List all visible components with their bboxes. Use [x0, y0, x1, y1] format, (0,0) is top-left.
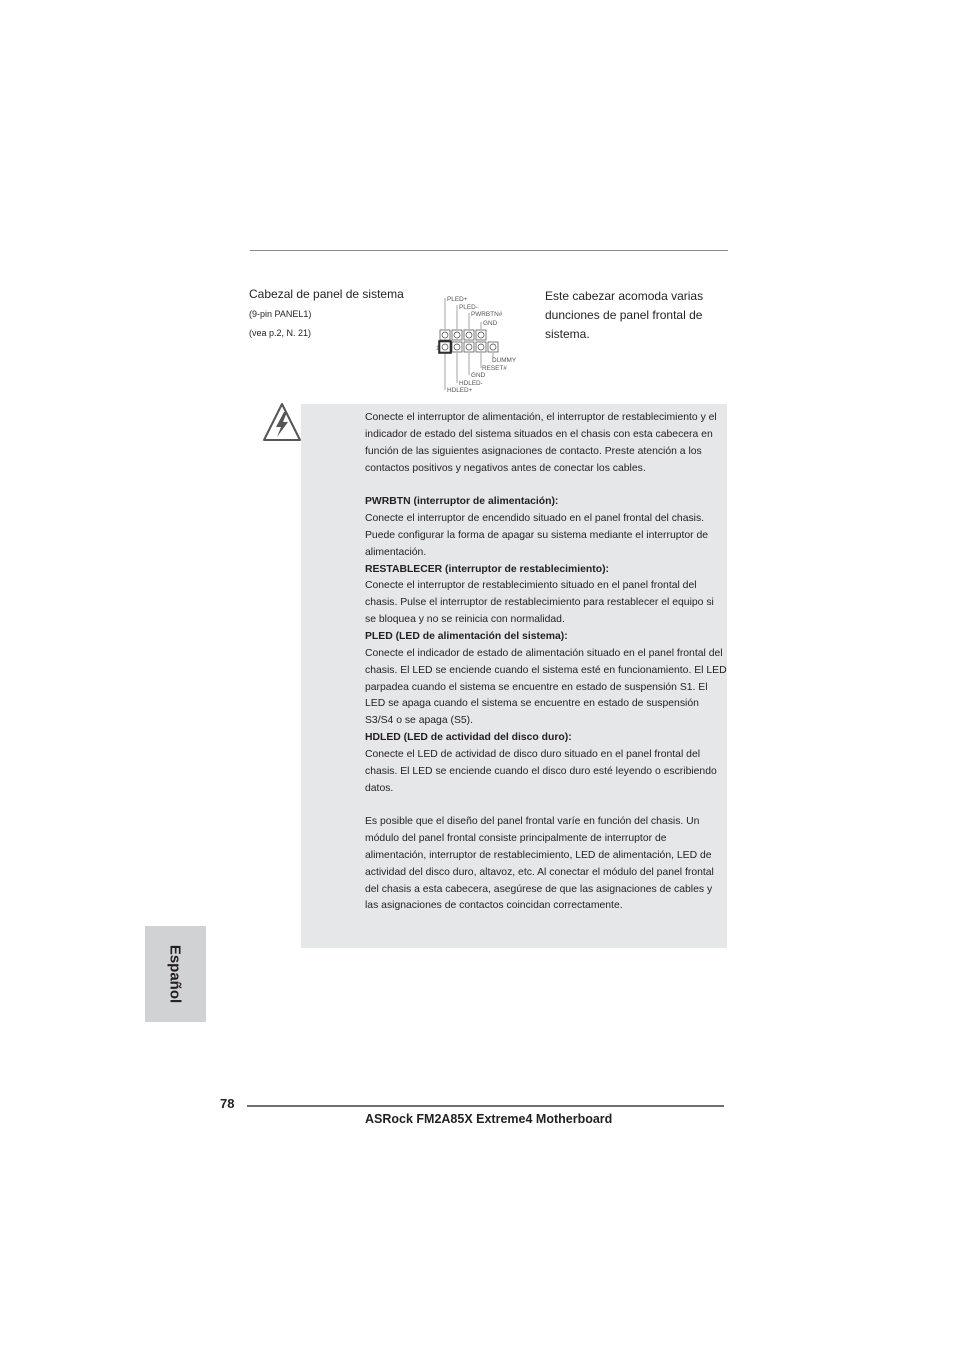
pled-body: Conecte el indicador de estado de alimentación situado en el panel frontal del chasis. El LED se enciende cuando el sistema esté en funcionamiento. El LED parpadea cuando el sistema se encuentre en estado de suspensión S1. El LED se apaga cuando el sistema se encuentre en estado de suspensión S3/S4 o se apaga (S5). — [365, 647, 727, 727]
label-dummy: DUMMY — [492, 357, 517, 364]
section-title: Cabezal de panel de sistema — [249, 287, 404, 301]
page-number: 78 — [220, 1096, 235, 1111]
note-text — [365, 410, 727, 915]
note-intro: Conecte el interruptor de alimentación, el interruptor de restablecimiento y el indicador de estado del sistema situados en el chasis con esta cabecera en función de las siguientes asignaciones de contacto. Preste atención a los contactos positivos y negativos antes de conectar los cables. — [365, 412, 717, 474]
footer-product-name: ASRock FM2A85X Extreme4 Motherboard — [365, 1112, 613, 1126]
label-gnd-top: GND — [483, 320, 498, 327]
panel-pin-diagram — [436, 292, 526, 396]
language-tab-label: Español — [166, 944, 184, 1004]
pin-one-label: 1 — [436, 345, 440, 352]
label-gnd-bottom: GND — [471, 372, 486, 379]
pwrbtn-body: Conecte el interruptor de encendido situado en el panel frontal del chasis. Puede configurar la forma de apagar su sistema mediante el interruptor de alimentación. — [365, 513, 709, 558]
note-closing: Es posible que el diseño del panel frontal varíe en función del chasis. Un módulo del panel frontal consiste principalmente de interruptor de alimentación, interruptor de restablecimiento, LED de alimentación, LED de actividad del disco duro, altavoz, etc. Al conectar el módulo del panel frontal del chasis a esta cabecera, asegúrese de que las asignaciones de cables y las asignaciones de contactos coincidan correctamente. — [365, 816, 714, 912]
hdled-heading: HDLED (LED de actividad del disco duro): — [365, 732, 572, 744]
reset-heading: RESTABLECER (interruptor de restablecimiento): — [365, 563, 610, 575]
label-hdled-neg: HDLED- — [459, 380, 483, 387]
section-description: Este cabezar acomoda varias dunciones de panel frontal de sistema. — [545, 289, 704, 341]
reset-body: Conecte el interruptor de restablecimiento situado en el panel frontal del chasis. Pulse el interruptor de restablecimiento para restablecer el equipo si se bloquea y no se reinicia con normalidad. — [365, 580, 714, 626]
label-pwrbtn: PWRBTN# — [471, 311, 503, 318]
label-pled-neg: PLED- — [459, 304, 478, 311]
hdled-body: Conecte el LED de actividad de disco duro situado en el panel frontal del chasis. El LED se enciende cuando el disco duro esté leyendo o escribiendo datos. — [365, 748, 717, 794]
label-hdled-pos: HDLED+ — [447, 387, 473, 394]
pwrbtn-heading: PWRBTN (interruptor de alimentación): — [365, 496, 559, 508]
pled-heading: PLED (LED de alimentación del sistema): — [365, 630, 568, 642]
top-divider — [250, 250, 728, 251]
pin-row-bottom — [440, 342, 498, 352]
pin-row-top — [440, 330, 486, 340]
footer-divider — [247, 1105, 724, 1107]
label-pled-pos: PLED+ — [447, 296, 468, 303]
page-reference: (vea p.2, N. 21) — [249, 328, 312, 338]
warning-triangle-icon — [262, 402, 302, 442]
label-reset: RESET# — [482, 365, 507, 372]
pin-info: (9-pin PANEL1) — [249, 309, 312, 319]
